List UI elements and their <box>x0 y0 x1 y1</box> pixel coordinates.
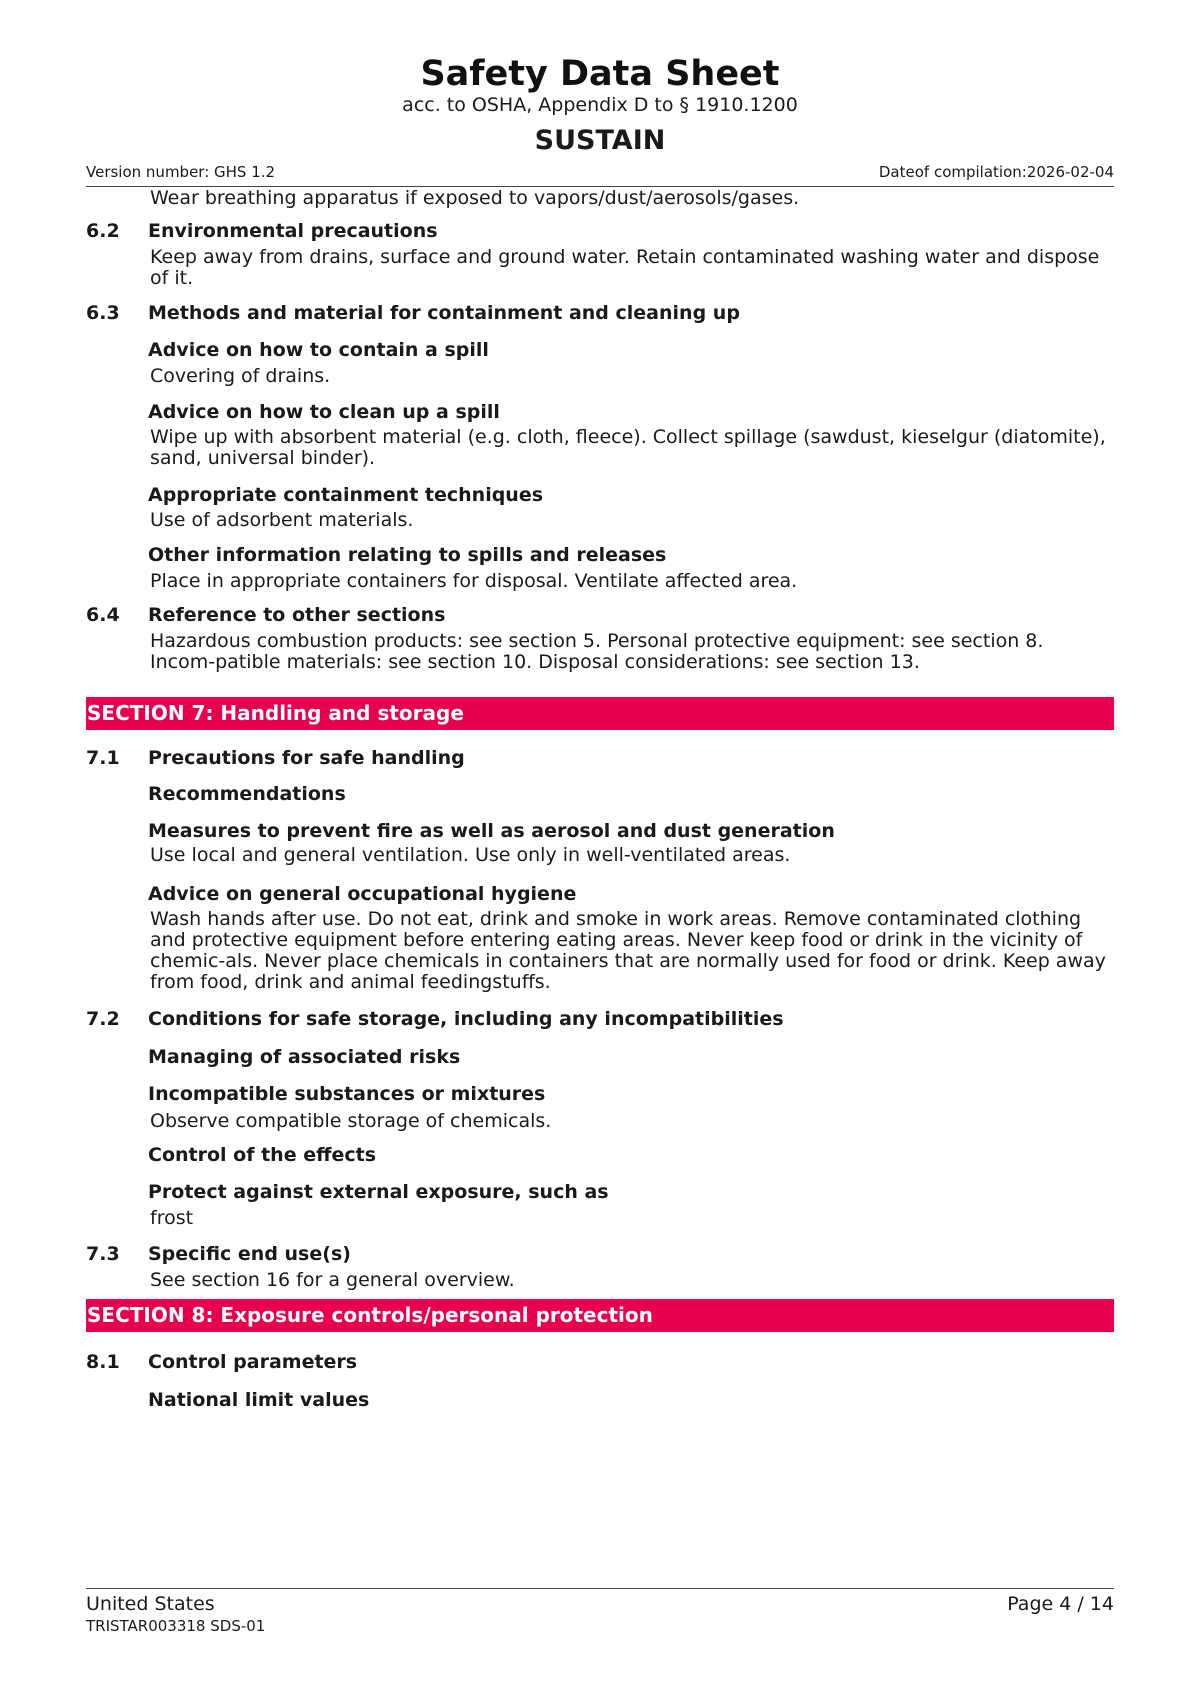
hygiene-text: Wash hands after use. Do not eat, drink and smoke in work areas. Remove contaminated clothing and protective equipment before entering eating areas. Never keep food or drink in the vicinity of chemic-als. Never place chemicals in containers that are normally used for food or drink. Keep away from food, drink and animal feedingstuffs. <box>150 908 1106 993</box>
spills-other-info-heading: Other information relating to spills and releases <box>148 544 667 566</box>
incompatible-substances-text: Observe compatible storage of chemicals. <box>150 1110 552 1132</box>
associated-risks-heading: Managing of associated risks <box>148 1046 461 1068</box>
hygiene-heading: Advice on general occupational hygiene <box>148 883 577 905</box>
section-heading-6-4: Reference to other sections <box>148 604 446 626</box>
compilation-date: Dateof compilation:2026-02-04 <box>878 163 1114 181</box>
section-heading-6-2: Environmental precautions <box>148 220 438 242</box>
section-heading-7-3: Specific end use(s) <box>148 1243 351 1265</box>
spills-other-info-text: Place in appropriate containers for disposal. Ventilate affected area. <box>150 570 798 592</box>
section-8-bar: SECTION 8: Exposure controls/personal protection <box>86 1299 1114 1332</box>
section-number-6-4: 6.4 <box>86 604 120 626</box>
recommendations-heading: Recommendations <box>148 783 346 805</box>
section-heading-7-1: Precautions for safe handling <box>148 747 465 769</box>
external-exposure-text: frost <box>150 1207 194 1229</box>
document-title: Safety Data Sheet <box>420 54 780 94</box>
section-number-7-1: 7.1 <box>86 747 120 769</box>
national-limit-values-heading: National limit values <box>148 1389 370 1411</box>
page-number: Page 4 / 14 <box>1007 1593 1114 1615</box>
contain-spill-text: Covering of drains. <box>150 365 331 387</box>
specific-end-use-text: See section 16 for a general overview. <box>150 1269 515 1291</box>
clean-spill-text: Wipe up with absorbent material (e.g. cloth, fleece). Collect spillage (sawdust, kieselgur (diatomite), sand, universal binder). <box>150 426 1106 469</box>
version-number: Version number: GHS 1.2 <box>86 163 276 181</box>
section-number-6-2: 6.2 <box>86 220 120 242</box>
fire-prevention-heading: Measures to prevent fire as well as aerosol and dust generation <box>148 820 835 842</box>
section-heading-7-2: Conditions for safe storage, including any incompatibilities <box>148 1008 784 1030</box>
section-number-7-2: 7.2 <box>86 1008 120 1030</box>
section-heading-8-1: Control parameters <box>148 1351 358 1373</box>
product-name: SUSTAIN <box>534 125 666 156</box>
document-subtitle: acc. to OSHA, Appendix D to § 1910.1200 <box>402 94 798 116</box>
section-number-6-3: 6.3 <box>86 302 120 324</box>
external-exposure-heading: Protect against external exposure, such as <box>148 1181 609 1203</box>
section-number-7-3: 7.3 <box>86 1243 120 1265</box>
fire-prevention-text: Use local and general ventilation. Use only in well-ventilated areas. <box>150 844 791 866</box>
contain-spill-heading: Advice on how to contain a spill <box>148 339 489 361</box>
containment-techniques-heading: Appropriate containment techniques <box>148 484 544 506</box>
footer-country: United States <box>86 1593 215 1615</box>
intro-text: Wear breathing apparatus if exposed to vapors/dust/aerosols/gases. <box>150 187 800 209</box>
incompatible-substances-heading: Incompatible substances or mixtures <box>148 1083 546 1105</box>
section-heading-6-3: Methods and material for containment and cleaning up <box>148 302 740 324</box>
footer-divider <box>86 1588 1114 1589</box>
environmental-precautions-text: Keep away from drains, surface and ground water. Retain contaminated washing water and dispose of it. <box>150 246 1100 289</box>
section-7-bar: SECTION 7: Handling and storage <box>86 697 1114 730</box>
clean-spill-heading: Advice on how to clean up a spill <box>148 401 500 423</box>
footer-document-code: TRISTAR003318 SDS-01 <box>86 1617 266 1635</box>
containment-techniques-text: Use of adsorbent materials. <box>150 509 414 531</box>
control-effects-heading: Control of the effects <box>148 1144 377 1166</box>
section-number-8-1: 8.1 <box>86 1351 120 1373</box>
reference-sections-text: Hazardous combustion products: see section 5. Personal protective equipment: see section 8. Incom-patible materials: see section 10. Disposal considerations: see section 13. <box>150 630 1044 673</box>
